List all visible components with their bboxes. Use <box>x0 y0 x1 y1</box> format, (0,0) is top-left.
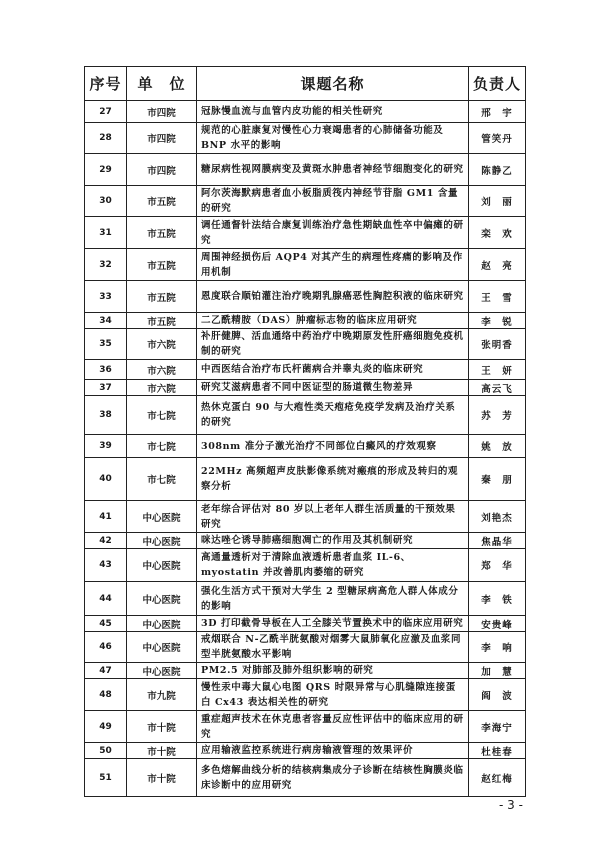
row-index: 39 <box>85 435 127 458</box>
row-index: 50 <box>85 743 127 759</box>
row-index: 49 <box>85 711 127 743</box>
row-index: 51 <box>85 759 127 797</box>
row-title: 糖尿病性视网膜病变及黄斑水肿患者神经节细胞变化的研究 <box>197 154 469 186</box>
table-row <box>85 501 526 533</box>
row-title: 调任通督针法结合康复训练治疗急性期缺血性卒中偏瘫的研究 <box>197 217 469 249</box>
header-index: 序号 <box>85 67 127 101</box>
row-index: 28 <box>85 123 127 154</box>
table-row <box>85 711 526 743</box>
row-index: 42 <box>85 533 127 549</box>
table-header-row <box>85 67 526 101</box>
table-row <box>85 154 526 186</box>
row-unit: 市四院 <box>127 123 197 154</box>
row-person: 李海宁 <box>469 711 526 743</box>
project-table <box>84 66 526 797</box>
row-index: 48 <box>85 679 127 711</box>
row-title: 中西医结合治疗布氏杆菌病合并睾丸炎的临床研究 <box>197 360 469 380</box>
row-title: 冠脉慢血流与血管内皮功能的相关性研究 <box>197 101 469 123</box>
row-person: 张明香 <box>469 329 526 360</box>
row-title: 应用输液监控系统进行病房输液管理的效果评价 <box>197 743 469 759</box>
row-title: 规范的心脏康复对慢性心力衰竭患者的心肺储备功能及 BNP 水平的影响 <box>197 123 469 154</box>
row-index: 38 <box>85 396 127 435</box>
row-title: PM2.5 对肺部及肺外组织影响的研究 <box>197 663 469 679</box>
row-title: 咪达唑仑诱导肺癌细胞凋亡的作用及其机制研究 <box>197 533 469 549</box>
row-person: 阎 波 <box>469 679 526 711</box>
row-index: 34 <box>85 313 127 329</box>
table-row <box>85 533 526 549</box>
row-person: 李 响 <box>469 632 526 663</box>
row-unit: 中心医院 <box>127 582 197 616</box>
row-title: 周围神经损伤后 AQP4 对其产生的病理性疼痛的影响及作用机制 <box>197 249 469 281</box>
table-row <box>85 679 526 711</box>
header-unit: 单 位 <box>127 67 197 101</box>
row-index: 31 <box>85 217 127 249</box>
table-row <box>85 186 526 217</box>
row-unit: 市六院 <box>127 380 197 396</box>
table-row <box>85 396 526 435</box>
row-unit: 中心医院 <box>127 501 197 533</box>
row-person: 安贵峰 <box>469 616 526 632</box>
table-row <box>85 582 526 616</box>
table-row <box>85 458 526 501</box>
row-title: 慢性汞中毒大鼠心电图 QRS 时限异常与心肌缝隙连接蛋白 Cx43 表达相关性的研究 <box>197 679 469 711</box>
row-title: 重症超声技术在休克患者容量反应性评估中的临床应用的研究 <box>197 711 469 743</box>
row-person: 加 慧 <box>469 663 526 679</box>
row-unit: 中心医院 <box>127 533 197 549</box>
table-row <box>85 313 526 329</box>
row-unit: 中心医院 <box>127 616 197 632</box>
row-unit: 市七院 <box>127 458 197 501</box>
table-row <box>85 101 526 123</box>
page-number: - 3 - <box>499 798 523 812</box>
row-unit: 市五院 <box>127 249 197 281</box>
table-row <box>85 329 526 360</box>
row-index: 47 <box>85 663 127 679</box>
row-index: 37 <box>85 380 127 396</box>
row-person: 刘艳杰 <box>469 501 526 533</box>
row-title: 多色熔解曲线分析的结核病集成分子诊断在结核性胸膜炎临床诊断中的应用研究 <box>197 759 469 797</box>
row-unit: 市五院 <box>127 281 197 313</box>
row-index: 35 <box>85 329 127 360</box>
row-person: 李 锐 <box>469 313 526 329</box>
table-row <box>85 632 526 663</box>
row-person: 赵红梅 <box>469 759 526 797</box>
row-title: 补肝健脾、活血通络中药治疗中晚期原发性肝癌细胞免疫机制的研究 <box>197 329 469 360</box>
row-title: 热休克蛋白 90 与大疱性类天疱疮免疫学发病及治疗关系的研究 <box>197 396 469 435</box>
row-person: 邢 宇 <box>469 101 526 123</box>
row-person: 陈静乙 <box>469 154 526 186</box>
row-index: 45 <box>85 616 127 632</box>
row-title: 戒烟联合 N-乙酰半胱氨酸对烟雾大鼠肺氧化应激及血浆同型半胱氨酸水平影响 <box>197 632 469 663</box>
row-person: 管笑丹 <box>469 123 526 154</box>
table-row <box>85 663 526 679</box>
row-person: 王 妍 <box>469 360 526 380</box>
row-title: 3D 打印截骨导板在人工全膝关节置换术中的临床应用研究 <box>197 616 469 632</box>
row-title: 研究艾滋病患者不同中医证型的肠道微生物差异 <box>197 380 469 396</box>
table-row <box>85 249 526 281</box>
table-body <box>85 101 526 797</box>
row-unit: 市十院 <box>127 711 197 743</box>
row-person: 苏 芳 <box>469 396 526 435</box>
table-row <box>85 360 526 380</box>
row-person: 杜桂春 <box>469 743 526 759</box>
row-person: 刘 丽 <box>469 186 526 217</box>
row-unit: 市六院 <box>127 329 197 360</box>
row-unit: 中心医院 <box>127 663 197 679</box>
row-unit: 市十院 <box>127 743 197 759</box>
row-person: 王 雪 <box>469 281 526 313</box>
row-title: 高通量透析对于清除血液透析患者血浆 IL-6、myostatin 并改善肌肉萎缩的研究 <box>197 549 469 582</box>
row-index: 46 <box>85 632 127 663</box>
row-index: 43 <box>85 549 127 582</box>
row-index: 27 <box>85 101 127 123</box>
row-person: 焦晶华 <box>469 533 526 549</box>
row-title: 老年综合评估对 80 岁以上老年人群生活质量的干预效果研究 <box>197 501 469 533</box>
row-unit: 市五院 <box>127 313 197 329</box>
row-index: 32 <box>85 249 127 281</box>
row-index: 33 <box>85 281 127 313</box>
row-unit: 中心医院 <box>127 632 197 663</box>
row-person: 高云飞 <box>469 380 526 396</box>
row-unit: 市六院 <box>127 360 197 380</box>
row-person: 李 铁 <box>469 582 526 616</box>
row-person: 秦 朋 <box>469 458 526 501</box>
row-index: 40 <box>85 458 127 501</box>
row-person: 郑 华 <box>469 549 526 582</box>
row-title: 恩度联合顺铂灌注治疗晚期乳腺癌恶性胸腔积液的临床研究 <box>197 281 469 313</box>
row-index: 41 <box>85 501 127 533</box>
table-row <box>85 759 526 797</box>
row-title: 二乙酰精胺（DAS）肿瘤标志物的临床应用研究 <box>197 313 469 329</box>
row-unit: 市十院 <box>127 759 197 797</box>
row-unit: 市五院 <box>127 186 197 217</box>
table-row <box>85 549 526 582</box>
row-person: 赵 亮 <box>469 249 526 281</box>
row-unit: 市四院 <box>127 154 197 186</box>
table-row <box>85 281 526 313</box>
table-row <box>85 380 526 396</box>
row-unit: 市四院 <box>127 101 197 123</box>
table-row <box>85 743 526 759</box>
row-unit: 市五院 <box>127 217 197 249</box>
row-title: 阿尔茨海默病患者血小板脂质筏内神经节苷脂 GM1 含量的研究 <box>197 186 469 217</box>
table-row <box>85 217 526 249</box>
row-title: 强化生活方式干预对大学生 2 型糖尿病高危人群人体成分的影响 <box>197 582 469 616</box>
row-index: 29 <box>85 154 127 186</box>
row-index: 36 <box>85 360 127 380</box>
row-title: 22MHz 高频超声皮肤影像系统对瘢痕的形成及转归的观察分析 <box>197 458 469 501</box>
row-index: 44 <box>85 582 127 616</box>
row-index: 30 <box>85 186 127 217</box>
row-unit: 市七院 <box>127 435 197 458</box>
header-person: 负责人 <box>469 67 526 101</box>
table-row <box>85 123 526 154</box>
row-person: 姚 放 <box>469 435 526 458</box>
row-unit: 中心医院 <box>127 549 197 582</box>
row-unit: 市七院 <box>127 396 197 435</box>
row-unit: 市九院 <box>127 679 197 711</box>
row-person: 栾 欢 <box>469 217 526 249</box>
table-row <box>85 616 526 632</box>
table-row <box>85 435 526 458</box>
row-title: 308nm 准分子激光治疗不同部位白癜风的疗效观察 <box>197 435 469 458</box>
header-title: 课题名称 <box>197 67 469 101</box>
